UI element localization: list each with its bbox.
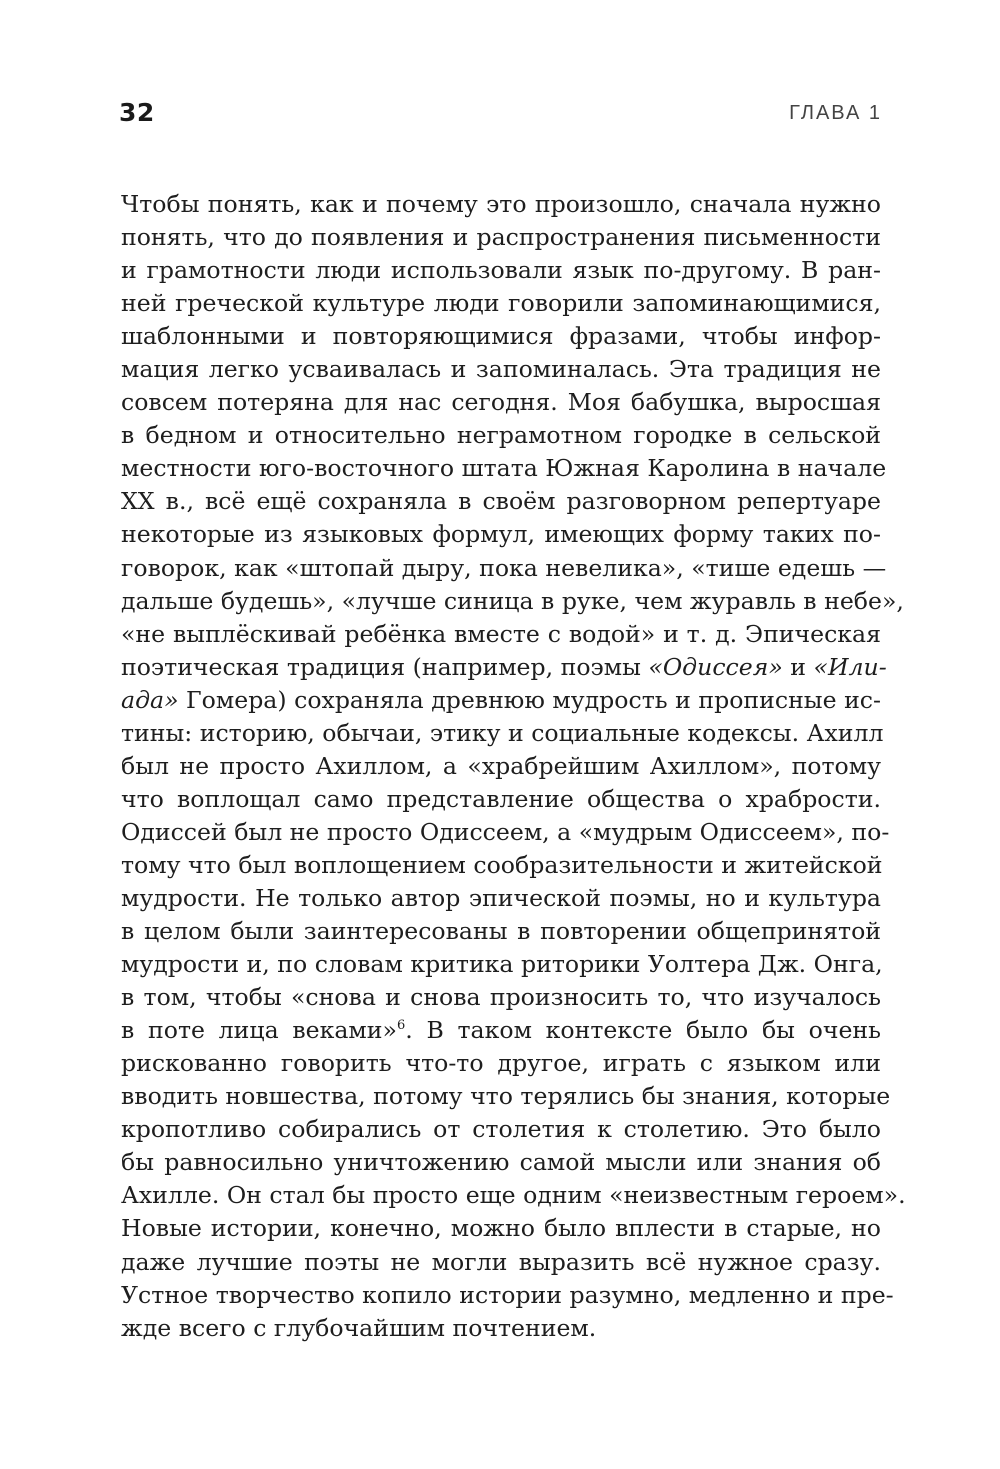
text-line bbox=[121, 1113, 881, 1146]
text-line bbox=[121, 221, 881, 254]
text-segment: даже лучшие поэты не могли выразить всё нужное сразу. bbox=[121, 1247, 881, 1276]
text-line bbox=[121, 485, 881, 518]
text-line bbox=[121, 419, 881, 452]
text-segment: тому что был воплощением сообразительности и житейской bbox=[121, 850, 883, 879]
text-line bbox=[121, 1047, 881, 1080]
text-segment: поэтическая традиция (например, поэмы bbox=[121, 652, 649, 681]
text-line bbox=[121, 287, 881, 320]
text-line bbox=[121, 353, 881, 386]
text-segment: Гомера) сохраняла древнюю мудрость и прописные ис- bbox=[178, 685, 881, 714]
text-line bbox=[121, 816, 890, 849]
text-segment: говорок, как «штопай дыру, пока невелика», «тише едешь — bbox=[121, 553, 887, 582]
footnote-reference: 6 bbox=[396, 1018, 406, 1034]
text-segment: был не просто Ахиллом, а «храбрейшим Ахиллом», потому bbox=[121, 751, 881, 780]
text-segment: в поте лица веками» bbox=[121, 1016, 397, 1045]
italic-title: «Одиссея» bbox=[648, 652, 783, 681]
text-line bbox=[121, 254, 881, 287]
text-line bbox=[121, 717, 884, 750]
text-segment: Чтобы понять, как и почему это произошло, сначала нужно bbox=[121, 190, 881, 218]
text-segment: . В таком контексте было бы очень bbox=[405, 1016, 881, 1045]
text-line bbox=[121, 948, 881, 981]
text-segment: Ахилле. Он стал бы просто еще одним «неизвестным героем». bbox=[121, 1181, 906, 1210]
text-line bbox=[121, 783, 881, 816]
text-line bbox=[121, 1312, 881, 1345]
text-line bbox=[121, 452, 887, 485]
text-segment: совсем потеряна для нас сегодня. Моя бабушка, выросшая bbox=[121, 388, 881, 417]
text-segment: XX в., всё ещё сохраняла в своём разговорном репертуаре bbox=[121, 487, 881, 516]
text-segment: и bbox=[782, 652, 814, 681]
text-line bbox=[121, 684, 881, 717]
text-line bbox=[121, 552, 887, 585]
text-line bbox=[121, 585, 904, 618]
running-head: ГЛАВА 1 bbox=[789, 102, 882, 124]
text-line bbox=[121, 518, 881, 551]
text-segment: дальше будешь», «лучше синица в руке, чем журавль в небе», bbox=[121, 586, 904, 615]
italic-title: ада» bbox=[121, 685, 179, 714]
text-segment: шаблонными и повторяющимися фразами, чтобы инфор- bbox=[121, 322, 881, 351]
text-line bbox=[121, 981, 881, 1014]
text-line bbox=[121, 1014, 881, 1047]
text-line bbox=[121, 386, 881, 419]
text-segment: вводить новшества, потому что терялись бы знания, которые bbox=[121, 1082, 891, 1111]
text-segment: мудрости и, по словам критика риторики Уолтера Дж. Онга, bbox=[121, 950, 883, 979]
text-line bbox=[121, 1246, 881, 1279]
text-segment: в бедном и относительно неграмотном городке в сельской bbox=[121, 421, 881, 450]
text-line bbox=[121, 1179, 906, 1212]
page-number: 32 bbox=[119, 98, 155, 127]
text-segment: понять, что до появления и распространения письменности bbox=[121, 223, 881, 252]
text-segment: жде всего с глубочайшим почтением. bbox=[121, 1313, 597, 1342]
text-segment: ней греческой культуре люди говорили запоминающимися, bbox=[121, 289, 881, 318]
text-segment: рискованно говорить что-то другое, играть с языком или bbox=[121, 1049, 881, 1078]
text-segment: Новые истории, конечно, можно было вплести в старые, но bbox=[121, 1214, 881, 1243]
text-line bbox=[121, 1146, 881, 1179]
text-line bbox=[121, 1279, 894, 1312]
text-line bbox=[121, 750, 881, 783]
text-segment: местности юго-восточного штата Южная Каролина в начале bbox=[121, 454, 887, 483]
text-line bbox=[121, 618, 881, 651]
text-segment: «не выплёскивай ребёнка вместе с водой» и т. д. Эпическая bbox=[121, 619, 881, 648]
text-segment: тины: историю, обычаи, этику и социальные кодексы. Ахилл bbox=[121, 718, 884, 747]
text-segment: мудрости. Не только автор эпической поэмы, но и культура bbox=[121, 883, 881, 912]
text-segment: бы равносильно уничтожению самой мысли или знания об bbox=[121, 1148, 881, 1177]
text-segment: Устное творчество копило истории разумно, медленно и пре- bbox=[121, 1280, 894, 1309]
text-line bbox=[121, 1212, 881, 1245]
text-line bbox=[121, 188, 881, 221]
text-line bbox=[121, 849, 881, 882]
text-line bbox=[121, 1080, 891, 1113]
text-line bbox=[121, 915, 881, 948]
text-segment: кропотливо собирались от столетия к столетию. Это было bbox=[121, 1115, 881, 1144]
text-segment: и грамотности люди использовали язык по-другому. В ран- bbox=[121, 256, 881, 285]
text-segment: Одиссей был не просто Одиссеем, а «мудрым Одиссеем», по- bbox=[121, 817, 890, 846]
text-segment: некоторые из языковых формул, имеющих форму таких по- bbox=[121, 520, 881, 549]
text-line bbox=[121, 651, 887, 684]
body-paragraph bbox=[121, 188, 906, 1345]
text-segment: мация легко усваивалась и запоминалась. Эта традиция не bbox=[121, 355, 881, 384]
text-segment: что воплощал само представление общества о храбрости. bbox=[121, 784, 881, 813]
italic-title: «Или- bbox=[813, 652, 887, 681]
text-segment: в целом были заинтересованы в повторении общепринятой bbox=[121, 917, 881, 946]
text-segment: в том, чтобы «снова и снова произносить то, что изучалось bbox=[121, 983, 881, 1012]
text-line bbox=[121, 320, 881, 353]
text-line bbox=[121, 882, 881, 915]
